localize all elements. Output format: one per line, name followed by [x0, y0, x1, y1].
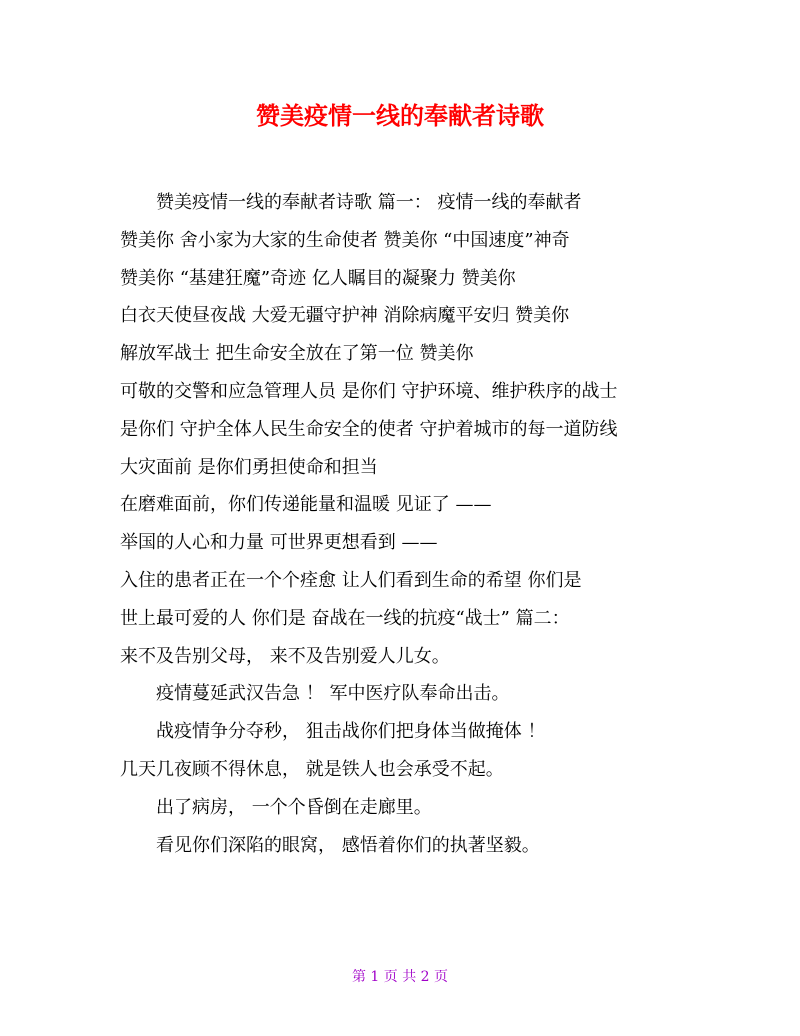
- poem-line: 解放军战士 把生命安全放在了第一位 赞美你: [120, 343, 474, 365]
- poem-line: 世上最可爱的人 你们是 奋战在一线的抗疫“战士” 篇二：: [120, 607, 570, 629]
- poem-line: 来不及告别父母， 来不及告别爱人儿女。: [120, 645, 450, 667]
- page-title: 赞美疫情一线的奉献者诗歌: [256, 102, 544, 130]
- poem-line: 几天几夜顾不得休息， 就是铁人也会承受不起。: [120, 758, 504, 780]
- poem-line: 赞美你 “基建狂魔”奇迹 亿人瞩目的凝聚力 赞美你: [120, 267, 516, 289]
- poem-line: 在磨难面前，你们传递能量和温暖 见证了 ——: [120, 494, 492, 516]
- poem-line: 大灾面前 是你们勇担使命和担当: [120, 456, 378, 478]
- poem-line: 疫情蔓延武汉告急 ！ 军中医疗队奉命出击。: [156, 683, 510, 705]
- poem-line: 赞美你 舍小家为大家的生命使者 赞美你 “中国速度”神奇: [120, 229, 570, 251]
- poem-line: 举国的人心和力量 可世界更想看到 ——: [120, 532, 438, 554]
- poem-line: 是你们 守护全体人民生命安全的使者 守护着城市的每一道防线: [120, 418, 618, 440]
- poem-line: 可敬的交警和应急管理人员 是你们 守护环境、维护秩序的战士: [120, 380, 618, 402]
- poem-line: 战疫情争分夺秒， 狙击战你们把身体当做掩体 ！: [156, 721, 546, 743]
- poem-line: 入住的患者正在一个个痊愈 让人们看到生命的希望 你们是: [120, 569, 582, 591]
- poem-line: 白衣天使昼夜战 大爱无疆守护神 消除病魔平安归 赞美你: [120, 305, 570, 327]
- poem-body: [120, 184, 720, 864]
- poem-line: 赞美疫情一线的奉献者诗歌 篇一： 疫情一线的奉献者: [156, 192, 582, 213]
- poem-line: 看见你们深陷的眼窝， 感悟着你们的执著坚毅。: [156, 834, 540, 856]
- poem-line: 出了病房， 一个个昏倒在走廊里。: [156, 796, 432, 818]
- page-number-footer: 第 1 页 共 2 页: [351, 969, 449, 985]
